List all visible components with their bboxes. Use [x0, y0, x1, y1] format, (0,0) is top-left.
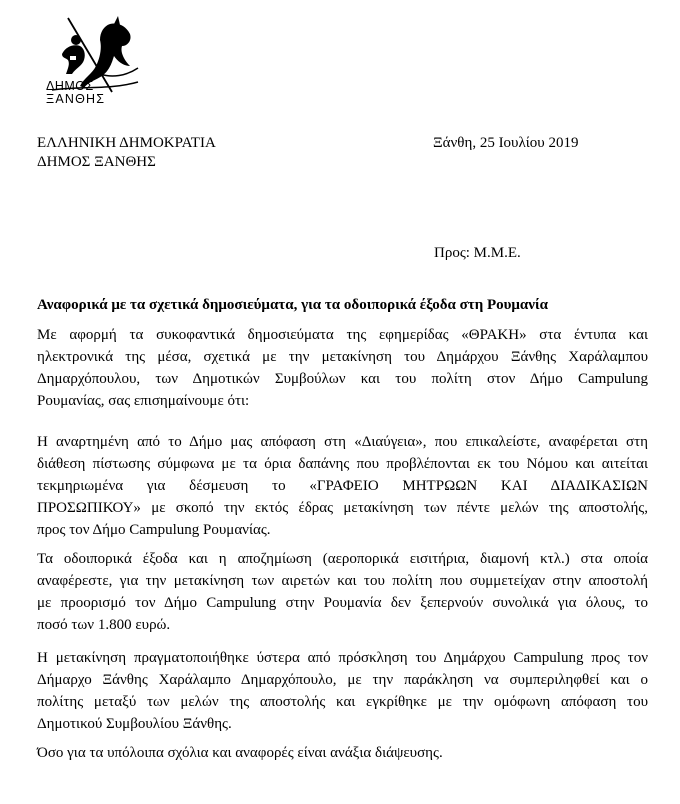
- paragraph-line: Όσο για τα υπόλοιπα σχόλια και αναφορές είναι ανάξια διάψευσης.: [37, 745, 443, 761]
- paragraph-line: με προορισμό τον Δήμο Campulung στην Ρουμανία δεν ξεπερνούν συνολικά για όλους, το: [37, 595, 648, 611]
- paragraph-line: ηλεκτρονικά της μέσα, σχετικά με την μετακίνηση του Δημάρχου Ξάνθης Χαράλαμπου: [37, 349, 648, 365]
- paragraph-line: ποσό των 1.800 ευρώ.: [37, 617, 171, 633]
- paragraph-line: πολίτης μεταξύ των μελών της αποστολής και εγκρίθηκε με την ομόφωνη απόφαση του: [37, 694, 648, 710]
- sender-country: ΕΛΛΗΝΙΚΗ ΔΗΜΟΚΡΑΤΙΑ: [37, 135, 216, 151]
- subject-heading: Αναφορικά με τα σχετικά δημοσιεύματα, για τα οδοιπορικά έξοδα στη Ρουμανία: [37, 297, 549, 313]
- paragraph-line: προς τον Δήμο Campulung Ρουμανίας.: [37, 522, 271, 538]
- body-paragraph-5: [37, 742, 648, 764]
- letter-date: Ξάνθη, 25 Ιουλίου 2019: [433, 135, 579, 151]
- paragraph-line: Η μετακίνηση πραγματοποιήθηκε ύστερα από πρόσκληση του Δημάρχου Campulung προς τον: [37, 650, 648, 666]
- paragraph-line: Η αναρτημένη από το Δήμο μας απόφαση στη «Διαύγεια», που επικαλείστε, αναφέρεται στη: [37, 434, 648, 450]
- sender-municipality: ΔΗΜΟΣ ΞΑΝΘΗΣ: [37, 154, 156, 170]
- paragraph-line: ΠΡΟΣΩΠΙΚΟΥ» με σκοπό την εκτός έδρας μετακίνηση των πέντε μελών της αποστολής,: [37, 500, 648, 516]
- paragraph-line: Τα οδοιπορικά έξοδα και η αποζημίωση (αεροπορικά εισιτήρια, διαμονή κτλ.) στα οποία: [37, 551, 648, 567]
- body-paragraph-2: [37, 431, 648, 541]
- paragraph-line: τεκμηριωμένα για δέσμευση το «ΓΡΑΦΕΙΟ ΜΗΤΡΩΩΝ ΚΑΙ ΔΙΑΔΙΚΑΣΙΩΝ: [37, 478, 648, 494]
- paragraph-line: Δημοτικού Συμβουλίου Ξάνθης.: [37, 716, 232, 732]
- paragraph-line: Με αφορμή τα συκοφαντικά δημοσιεύματα της εφημερίδας «ΘΡΑΚΗ» στα έντυπα και: [37, 327, 648, 343]
- paragraph-line: Ρουμανίας, σας επισημαίνουμε ότι:: [37, 393, 250, 409]
- sender-block: [37, 134, 216, 172]
- logo-text-line1: ΔΗΜΟΣ: [46, 79, 94, 93]
- recipient: Προς: Μ.Μ.Ε.: [434, 245, 521, 261]
- paragraph-line: Δημαρχόπουλου, των Δημοτικών Συμβούλων και του πολίτη στον Δήμο Campulung: [37, 371, 648, 387]
- body-paragraph-4: [37, 647, 648, 735]
- paragraph-line: διάθεση πίστωσης σύμφωνα με τα όρια δαπάνης που προβλέπονται εκ του Νόμου και αιτείται: [37, 456, 648, 472]
- body-paragraph-3: [37, 548, 648, 636]
- paragraph-line: αναφέρεστε, για την μετακίνηση των αιρετών και του πολίτη που συμμετείχαν στην αποστολή: [37, 573, 648, 589]
- body-paragraph-1: [37, 324, 648, 412]
- logo-text-line2: ΞΑΝΘΗΣ: [46, 92, 106, 106]
- paragraph-line: Δήμαρχο Ξάνθης Χαράλαμπο Δημαρχόπουλο, με την παράκληση να συμπεριληφθεί και ο: [37, 672, 648, 688]
